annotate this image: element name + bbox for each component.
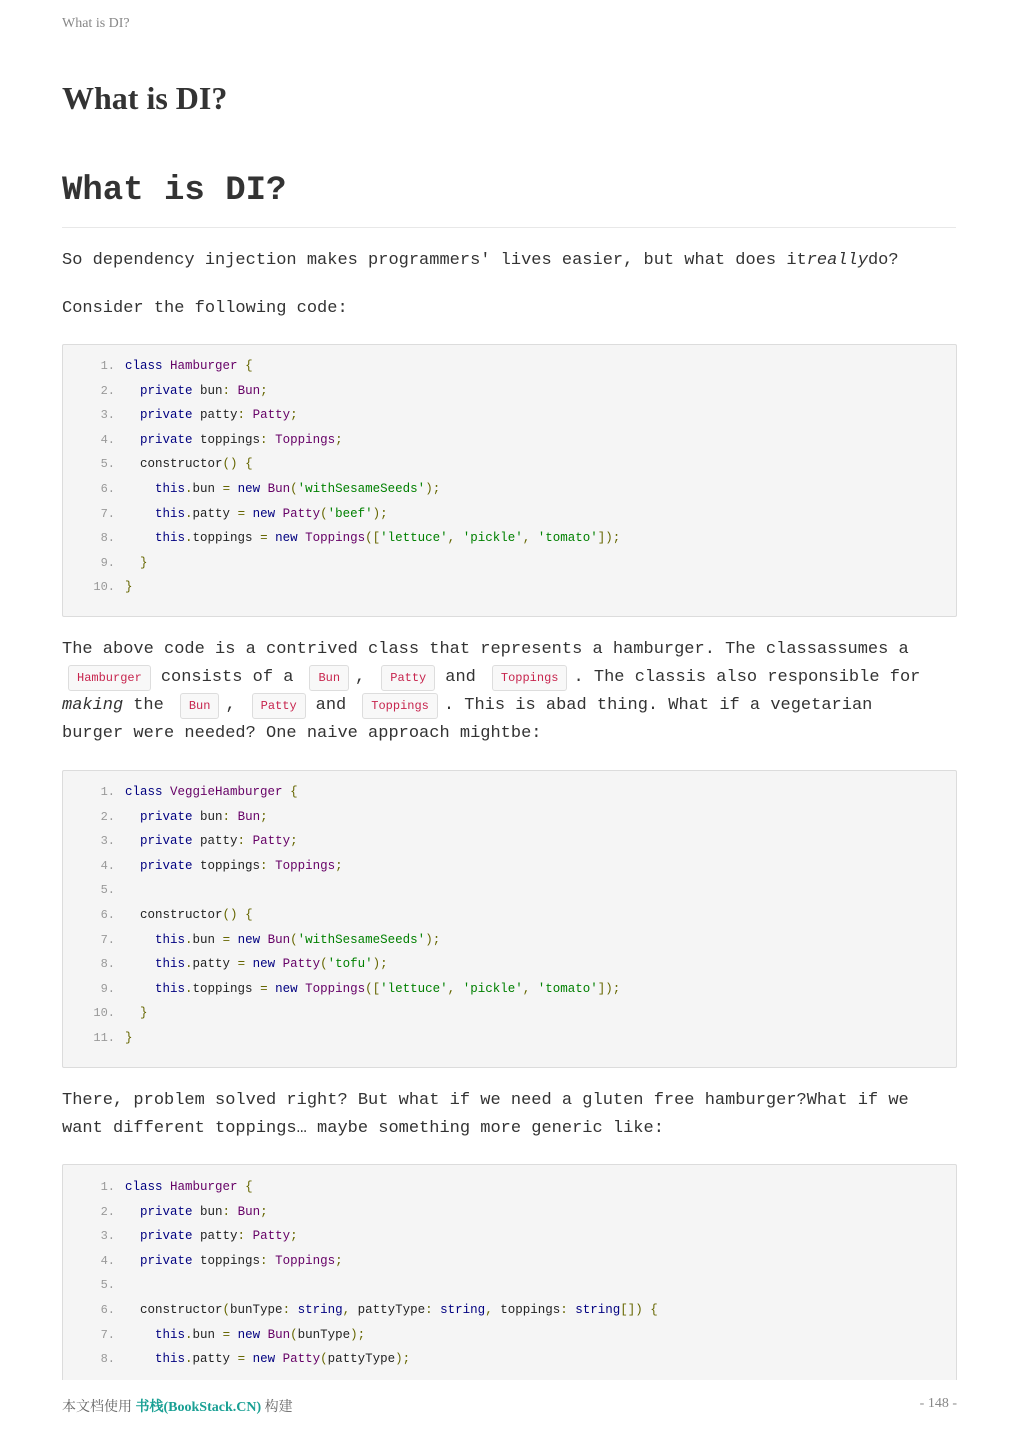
code-line	[63, 952, 956, 977]
line-number: 2.	[100, 1204, 115, 1219]
code-text: this.bun = new Bun(bunType);	[155, 1327, 366, 1342]
code-text: this.patty = new Patty(pattyType);	[155, 1352, 411, 1367]
para-line: The above code is a contrived class that represents a hamburger. The classassumes a	[62, 640, 909, 659]
para-text: ,	[225, 696, 236, 715]
code-line	[63, 1200, 956, 1225]
line-number: 8.	[100, 1352, 115, 1367]
line-number: 5.	[100, 883, 115, 898]
line-number: 1.	[100, 359, 115, 373]
code-line	[63, 526, 956, 551]
footer-credit	[62, 1396, 293, 1416]
code-line	[63, 452, 956, 477]
code-text: }	[125, 1031, 133, 1045]
line-number: 6.	[100, 482, 115, 496]
code-line	[63, 575, 956, 600]
code-text: this.bun = new Bun('withSesameSeeds');	[155, 932, 441, 947]
line-number: 7.	[100, 1327, 115, 1342]
code-text: }	[140, 1006, 148, 1021]
code-line	[63, 1323, 956, 1348]
line-number: 8.	[100, 531, 115, 546]
para-line: burger were needed? One naive approach mightbe:	[62, 724, 542, 743]
line-number: 9.	[100, 981, 115, 996]
code-line	[63, 854, 956, 879]
code-text: }	[125, 580, 133, 595]
code-line	[63, 928, 956, 953]
code-text: private bun: Bun;	[140, 809, 268, 824]
code-block	[62, 1164, 957, 1380]
code-text: constructor() {	[125, 457, 253, 472]
code-text: private bun: Bun;	[140, 383, 268, 398]
line-number: 5.	[100, 457, 115, 472]
code-text: private patty: Patty;	[140, 1229, 298, 1244]
code-line	[63, 477, 956, 502]
code-line	[63, 1175, 956, 1200]
code-block	[62, 770, 957, 1068]
line-number: 4.	[100, 858, 115, 873]
code-text: this.patty = new Patty('tofu');	[155, 957, 388, 972]
page-number: - 148 -	[919, 1396, 957, 1411]
code-line	[63, 1298, 956, 1323]
line-number: 1.	[100, 785, 115, 799]
code-text: this.toppings = new Toppings(['lettuce', 'pickle', 'tomato']);	[155, 531, 621, 546]
intro-text: So dependency injection makes programmers' lives easier, but what does it	[62, 251, 807, 270]
intro-paragraph	[62, 247, 956, 275]
inline-code: Toppings	[492, 665, 568, 691]
code-text: private patty: Patty;	[140, 408, 298, 423]
inline-code: Patty	[252, 693, 306, 719]
line-number: 10.	[93, 580, 115, 595]
line-number: 8.	[100, 957, 115, 972]
line-number: 2.	[100, 383, 115, 398]
chapter-title: What is DI?	[62, 80, 228, 116]
consider-text: Consider the following code:	[62, 299, 348, 318]
code-text: this.toppings = new Toppings(['lettuce', 'pickle', 'tomato']);	[155, 981, 621, 996]
para-text: ,	[355, 668, 366, 687]
inline-code: Bun	[180, 693, 220, 719]
para-text: the	[133, 696, 164, 715]
line-number: 4.	[100, 432, 115, 447]
line-number: 3.	[100, 1229, 115, 1244]
code-text: private toppings: Toppings;	[140, 858, 343, 873]
footer-suffix: 构建	[264, 1400, 293, 1415]
line-number: 3.	[100, 834, 115, 849]
section-divider	[62, 227, 956, 228]
code-text: constructor() {	[125, 908, 253, 922]
line-number: 11.	[93, 1031, 115, 1045]
para-text: and	[315, 696, 347, 715]
line-number: 7.	[100, 932, 115, 947]
para-emphasis: making	[62, 696, 124, 715]
para-text: and	[445, 668, 476, 687]
inline-code: Toppings	[362, 693, 438, 719]
section-title: What is DI?	[62, 172, 287, 210]
code-line	[63, 428, 956, 453]
para-text: consists of a	[160, 668, 294, 687]
code-text: }	[140, 555, 148, 570]
line-number: 3.	[100, 408, 115, 423]
code-line	[63, 1224, 956, 1249]
code-line	[63, 1347, 956, 1372]
line-number: 5.	[100, 1278, 115, 1293]
intro-emphasis: really	[806, 251, 868, 270]
code-line	[63, 1249, 956, 1274]
code-text: private bun: Bun;	[140, 1204, 268, 1219]
inline-code: Hamburger	[68, 665, 151, 691]
code-text: class Hamburger {	[125, 1180, 253, 1194]
code-line	[63, 502, 956, 527]
code-line	[63, 403, 956, 428]
line-number: 4.	[100, 1253, 115, 1268]
line-number: 9.	[100, 555, 115, 570]
code-text: this.patty = new Patty('beef');	[155, 506, 388, 521]
footer-prefix: 本文档使用	[62, 1400, 132, 1415]
code-line	[63, 805, 956, 830]
code-text: class VeggieHamburger {	[125, 785, 298, 799]
closing-paragraph	[62, 1087, 956, 1143]
para-line: want different toppings… maybe something more generic like:	[62, 1119, 664, 1138]
inline-code: Patty	[381, 665, 435, 691]
footer-brand-link[interactable]: 书栈(BookStack.CN)	[135, 1400, 262, 1415]
code-line	[63, 1026, 956, 1051]
intro-text-end: do?	[867, 251, 899, 270]
line-number: 6.	[100, 908, 115, 922]
line-number: 10.	[93, 1006, 115, 1021]
code-text: private toppings: Toppings;	[140, 432, 343, 447]
code-line	[63, 903, 956, 928]
code-block	[62, 344, 957, 617]
consider-paragraph	[62, 295, 956, 323]
code-line	[63, 551, 956, 576]
code-line	[63, 829, 956, 854]
code-line	[63, 977, 956, 1002]
code-text: private patty: Patty;	[140, 834, 298, 849]
para-text: . This is abad thing. What if a vegetarian	[443, 696, 873, 715]
running-header: What is DI?	[62, 16, 130, 31]
code-text: private toppings: Toppings;	[140, 1253, 343, 1268]
code-line	[63, 1001, 956, 1026]
para-line: There, problem solved right? But what if we need a gluten free hamburger?What if we	[62, 1091, 909, 1110]
para-text: . The classis also responsible for	[573, 668, 921, 687]
code-line	[63, 379, 956, 404]
code-line	[63, 354, 956, 379]
explanation-paragraph	[62, 636, 956, 748]
code-line	[63, 878, 956, 903]
code-line	[63, 1273, 956, 1298]
line-number: 1.	[100, 1180, 115, 1194]
inline-code: Bun	[309, 665, 349, 691]
code-line	[63, 780, 956, 805]
line-number: 6.	[100, 1303, 115, 1317]
line-number: 2.	[100, 809, 115, 824]
line-number: 7.	[100, 506, 115, 521]
code-text: constructor(bunType: string, pattyType: string, toppings: string[]) {	[125, 1303, 658, 1317]
code-text: class Hamburger {	[125, 359, 253, 373]
code-text: this.bun = new Bun('withSesameSeeds');	[155, 482, 441, 496]
